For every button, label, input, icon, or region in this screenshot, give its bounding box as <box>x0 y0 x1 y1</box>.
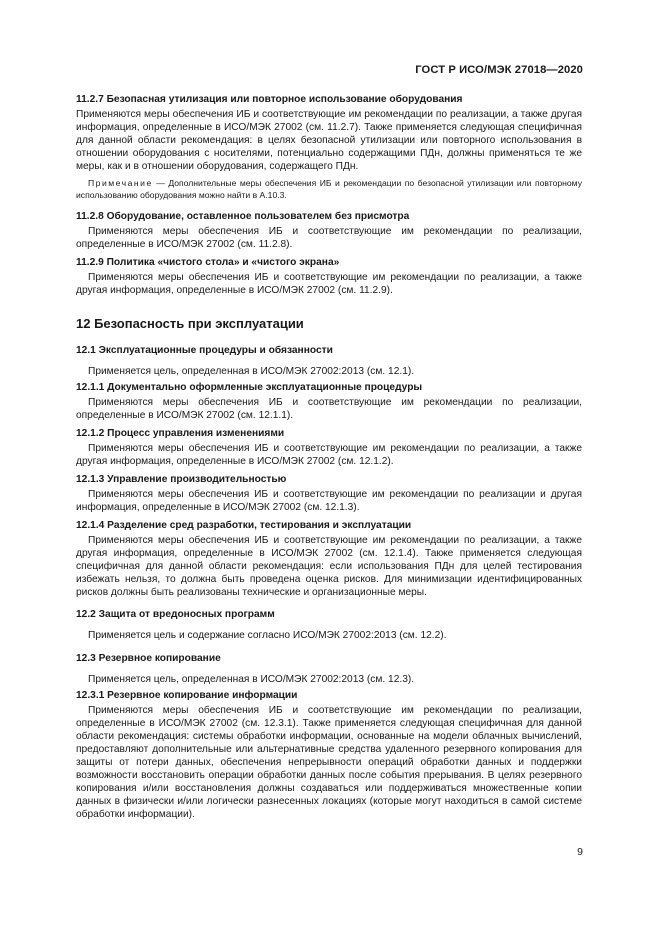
section-text-11-2-9: Применяются меры обеспечения ИБ и соответствующие им рекомендации по реализации, а также другая информация, определенные в ИСО/МЭК 27002 (см. 11.2.9). <box>76 272 582 296</box>
note-text: — Дополнительные меры обеспечения ИБ и рекомендации по безопасной утилизации или повторному использованию оборудования можно найти в А.10.3. <box>76 178 582 200</box>
section-heading-12-2: 12.2 Защита от вредоносных программ <box>76 609 275 620</box>
section-text-12-3-1: Применяются меры обеспечения ИБ и соответствующие им рекомендации по реализации, определенные в ИСО/МЭК 27002 (см. 12.3.1). Также применяется следующая специфичная для данной области рекомендация: системы обработки информации, основанные на модели облачных вычислений, предоставляют дополнительные или альтернативные средства удаленного резервного копирования для защиты от потери данных, обеспечения непрерывности операций обработки данных и поддержки возможности восстановить операции обработки данных после события прерывания. В целях резервного копирования и/или восстановления должны создаваться или поддерживаться множественные копии данных в физически и/или логически разнесенных локациях (которые могут находиться в самой системе обработки информации). <box>76 705 582 820</box>
section-heading-12-3-1: 12.3.1 Резервное копирование информации <box>76 690 298 701</box>
section-text-11-2-7 <box>76 108 582 173</box>
section-text-12-1-4: Применяются меры обеспечения ИБ и соответствующие им рекомендации по реализации, а также другая информация, определенные в ИСО/МЭК 27002 (см. 12.1.4). Также применяется следующая специфичная для данной области рекомендация: если использования ПДн для целей тестирования избежать нельзя, то должна быть проведена оценка рисков. Для минимизации идентифицированных рисков должны быть реализованы технические и организационные меры. <box>76 535 582 598</box>
note-11-2-7 <box>76 178 582 201</box>
section-heading-12-3: 12.3 Резервное копирование <box>76 653 221 664</box>
section-heading-11-2-8: 11.2.8 Оборудование, оставленное пользователем без присмотра <box>76 211 410 222</box>
section-heading-12-1-3: 12.1.3 Управление производительностью <box>76 474 287 485</box>
section-heading-12-1-4: 12.1.4 Разделение сред разработки, тестирования и эксплуатации <box>76 520 412 531</box>
section-text-12-1: Применяется цель, определенная в ИСО/МЭК 27002:2013 (см. 12.1). <box>88 366 415 377</box>
section-heading-12-1: 12.1 Эксплуатационные процедуры и обязанности <box>76 345 333 356</box>
page-number: 9 <box>577 846 583 858</box>
section-text-12-2: Применяется цель и содержание согласно ИСО/МЭК 27002:2013 (см. 12.2). <box>88 630 447 641</box>
section-heading-12: 12 Безопасность при эксплуатации <box>76 316 304 331</box>
section-text-12-1-2: Применяются меры обеспечения ИБ и соответствующие им рекомендации по реализации, а также другая информация, определенные в ИСО/МЭК 27002 (см. 12.1.2). <box>76 443 582 467</box>
section-heading-12-1-1: 12.1.1 Документально оформленные эксплуатационные процедуры <box>76 382 423 393</box>
section-heading-11-2-9: 11.2.9 Политика «чистого стола» и «чистого экрана» <box>76 257 340 268</box>
section-text-12-3: Применяется цель, определенная в ИСО/МЭК 27002:2013 (см. 12.3). <box>88 674 415 685</box>
section-text-11-2-8: Применяются меры обеспечения ИБ и соответствующие им рекомендации по реализации, определенные в ИСО/МЭК 27002 (см. 11.2.8). <box>76 226 582 250</box>
section-text-11-2-7-body: Применяются меры обеспечения ИБ и соответствующие им рекомендации по реализации, а также другая информация, определенные в ИСО/МЭК 27002 (см. 11.2.7). Также применяется следующая специфичная для данной области рекомендация: в целях безопасной утилизации или повторного использования в отношении оборудования с носителями, потенциально содержащими ПДн, должны применяться те же меры, как и в отношении оборудования, содержащего ПДн. <box>76 109 582 172</box>
section-heading-12-1-2: 12.1.2 Процесс управления изменениями <box>76 428 285 439</box>
page-content <box>76 93 582 821</box>
section-text-12-1-1: Применяются меры обеспечения ИБ и соответствующие им рекомендации по реализации, определенные в ИСО/МЭК 27002 (см. 12.1.1). <box>76 397 582 421</box>
section-text-12-1-3: Применяются меры обеспечения ИБ и соответствующие им рекомендации по реализации и другая информация, определенные в ИСО/МЭК 27002 (см. 12.1.3). <box>76 489 582 513</box>
note-label: Примечание <box>88 178 153 188</box>
standard-header: ГОСТ Р ИСО/МЭК 27018—2020 <box>415 64 583 76</box>
section-heading-11-2-7: 11.2.7 Безопасная утилизация или повторное использование оборудования <box>76 94 463 105</box>
